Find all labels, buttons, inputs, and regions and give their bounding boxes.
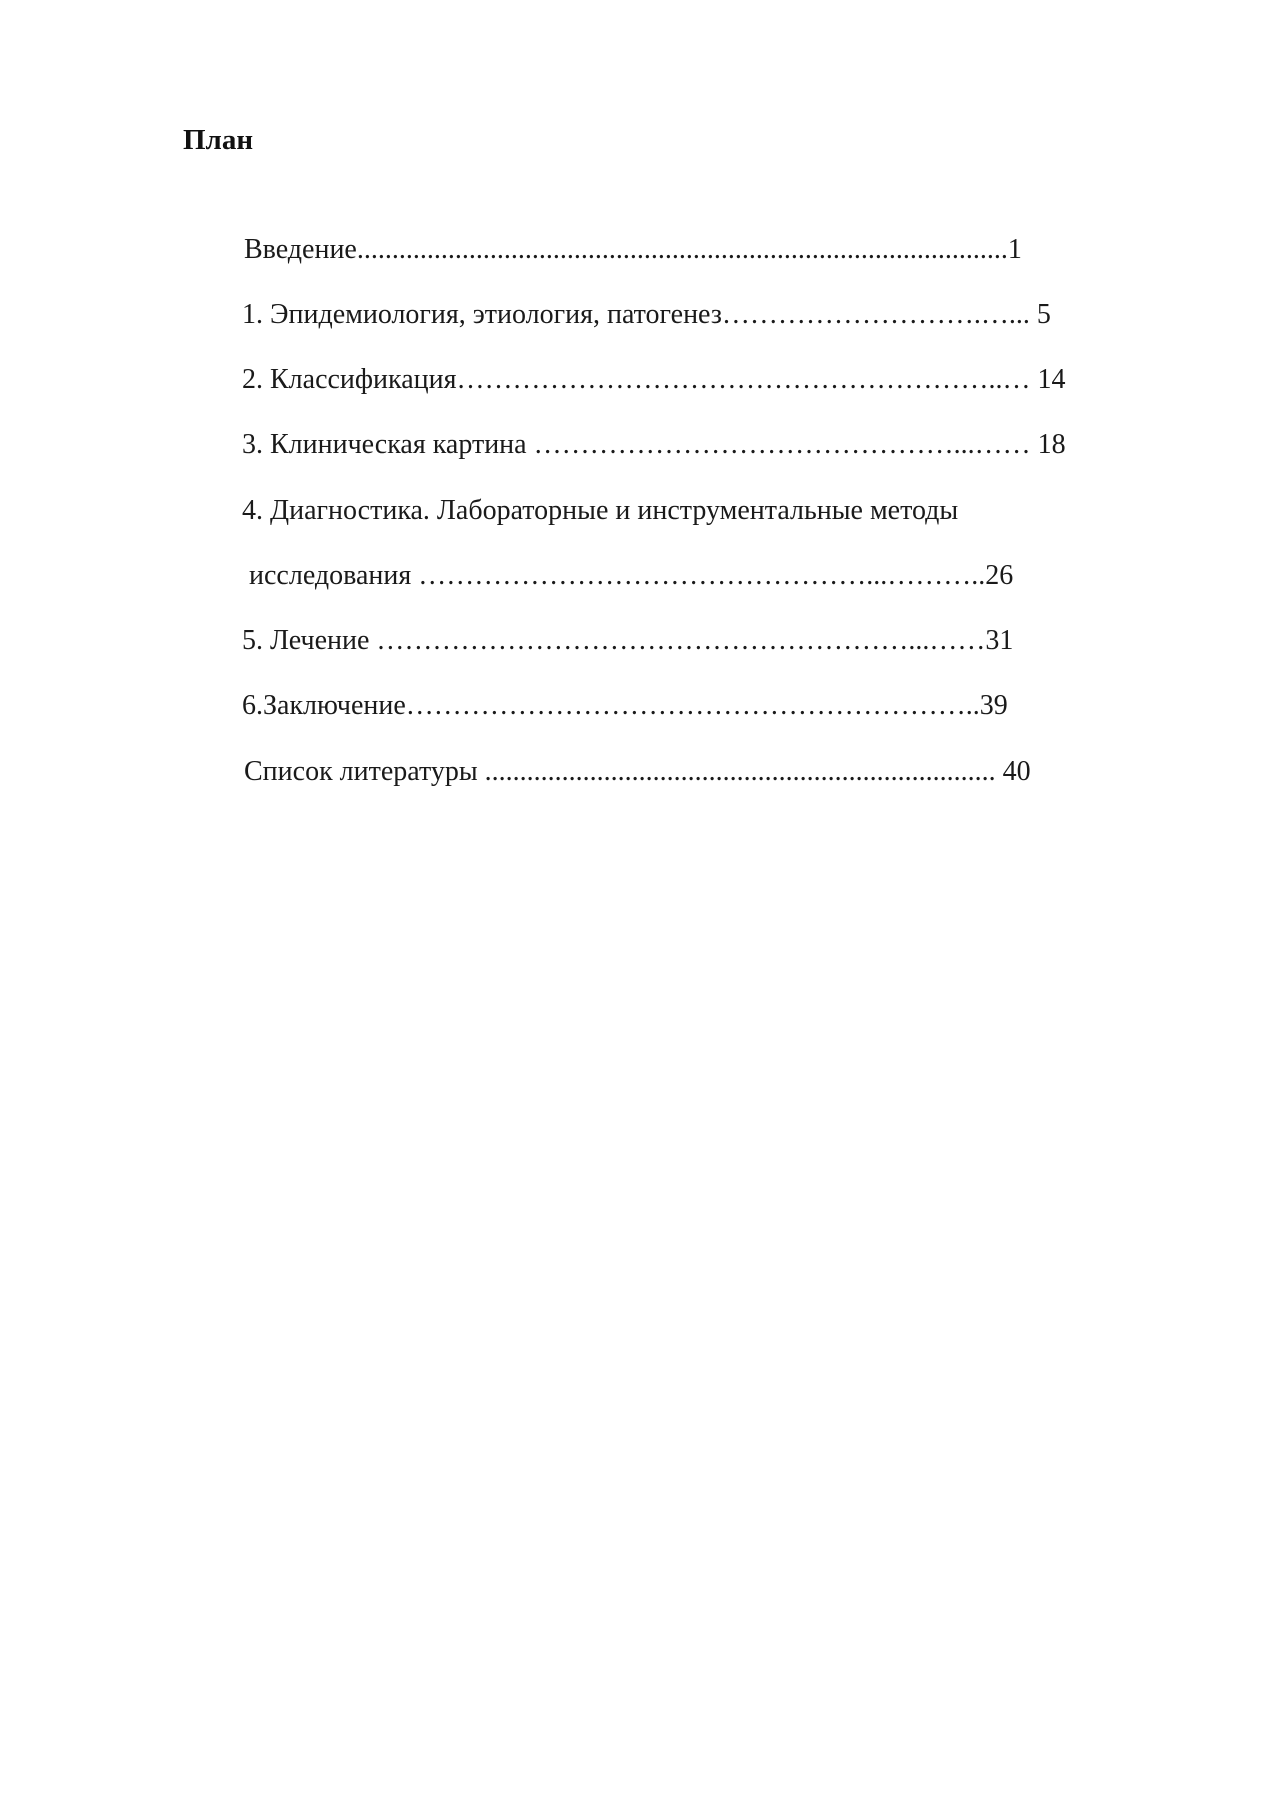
toc-entry-diagnostics-continued: исследования …………………………………………...………..26 xyxy=(249,560,1014,591)
toc-entry-clinical-picture: 3. Клиническая картина ………………………………………...…… 18 xyxy=(242,429,1066,460)
toc-entry-epidemiology: 1. Эпидемиология, этиология, патогенез……………………….…... 5 xyxy=(242,299,1051,330)
toc-entry-diagnostics: 4. Диагностика. Лабораторные и инструментальные методы xyxy=(242,495,959,526)
toc-entry-treatment: 5. Лечение …………………………………………………...……31 xyxy=(242,625,1014,656)
toc-entry-classification: 2. Классификация…………………………………………………..… 14 xyxy=(242,364,1066,395)
toc-entry-references: Список литературы ......................................................................... 40 xyxy=(244,756,1031,787)
toc-entry-conclusion: 6.Заключение……………………………………………………..39 xyxy=(242,690,1008,721)
page-title: План xyxy=(183,124,254,156)
toc-entry-introduction: Введение.............................................................................................1 xyxy=(244,234,1022,265)
